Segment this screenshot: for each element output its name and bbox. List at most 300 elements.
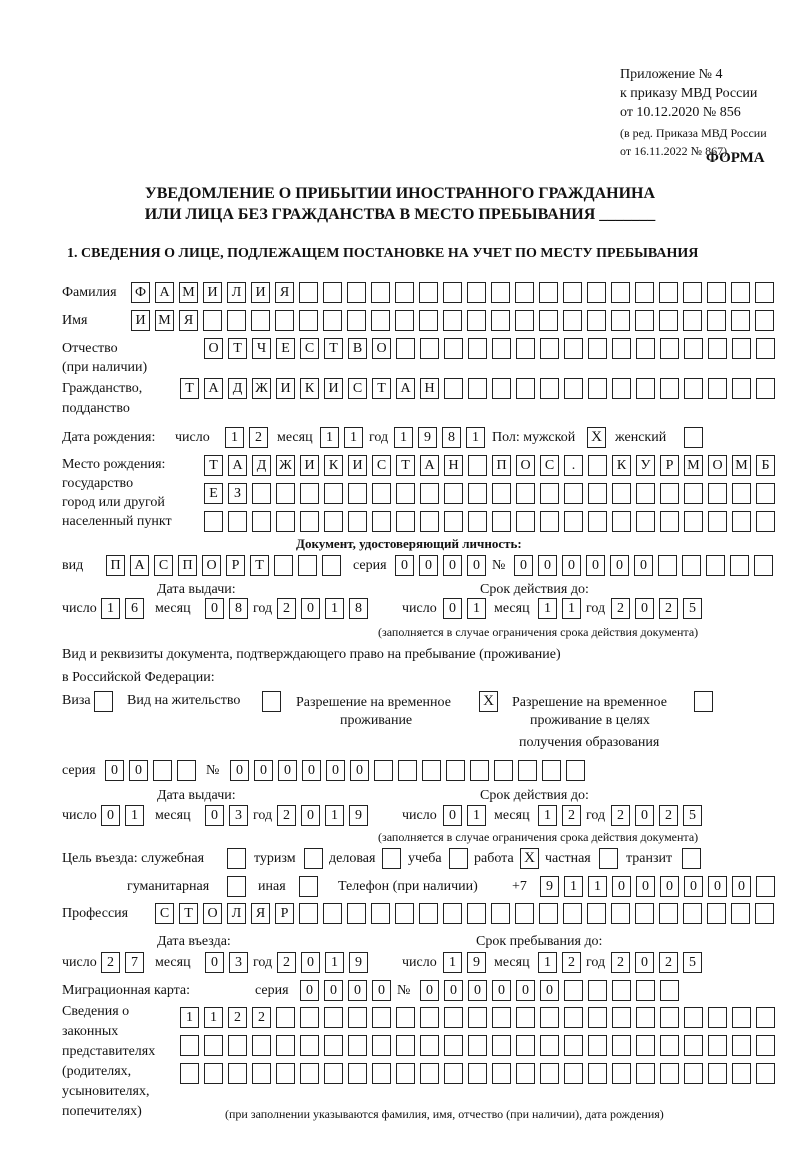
char-cell[interactable] [468,1063,487,1084]
char-cell[interactable]: 0 [348,980,367,1001]
char-cell[interactable]: 1 [466,427,485,448]
char-cell[interactable] [396,338,415,359]
char-cell[interactable] [324,1007,343,1028]
char-cell[interactable]: 2 [562,952,581,973]
char-cell[interactable] [612,338,631,359]
char-cell[interactable]: 1 [588,876,607,897]
char-cell[interactable] [516,511,535,532]
char-cell[interactable]: 2 [252,1007,271,1028]
char-cell[interactable]: Я [179,310,198,331]
char-cell[interactable] [539,282,558,303]
char-cell[interactable] [444,1063,463,1084]
char-cell[interactable] [636,483,655,504]
char-cell[interactable]: 2 [611,952,630,973]
char-cell[interactable] [467,282,486,303]
char-cell[interactable]: 2 [659,598,678,619]
char-cell[interactable]: 9 [418,427,437,448]
char-cell[interactable]: 0 [635,952,654,973]
char-cell[interactable]: Т [396,455,415,476]
char-cell[interactable] [396,1007,415,1028]
char-cell[interactable] [492,1007,511,1028]
char-cell[interactable] [588,1063,607,1084]
char-cell[interactable]: О [202,555,221,576]
char-cell[interactable] [252,511,271,532]
char-cell[interactable] [322,555,341,576]
char-cell[interactable] [324,1063,343,1084]
char-cell[interactable] [348,1007,367,1028]
char-cell[interactable] [708,1035,727,1056]
char-cell[interactable] [564,378,583,399]
char-cell[interactable]: Т [228,338,247,359]
char-cell[interactable]: А [396,378,415,399]
char-cell[interactable] [588,1007,607,1028]
char-cell[interactable] [420,1007,439,1028]
char-cell[interactable]: 1 [320,427,339,448]
char-cell[interactable] [659,903,678,924]
temp-residence-checkbox[interactable]: X [479,691,498,712]
char-cell[interactable]: 0 [420,980,439,1001]
char-cell[interactable] [299,282,318,303]
char-cell[interactable] [707,282,726,303]
char-cell[interactable] [276,483,295,504]
char-cell[interactable] [540,338,559,359]
char-cell[interactable] [658,555,677,576]
char-cell[interactable]: О [516,455,535,476]
char-cell[interactable] [298,555,317,576]
char-cell[interactable] [419,282,438,303]
char-cell[interactable] [204,511,223,532]
char-cell[interactable] [204,1035,223,1056]
char-cell[interactable]: С [154,555,173,576]
char-cell[interactable]: 1 [325,598,344,619]
purpose-business-checkbox[interactable] [382,848,401,869]
char-cell[interactable]: Ч [252,338,271,359]
char-cell[interactable]: 0 [635,598,654,619]
char-cell[interactable]: Т [250,555,269,576]
char-cell[interactable] [683,903,702,924]
char-cell[interactable] [300,483,319,504]
char-cell[interactable] [684,511,703,532]
char-cell[interactable]: 0 [562,555,581,576]
char-cell[interactable] [756,483,775,504]
char-cell[interactable] [566,760,585,781]
char-cell[interactable] [492,483,511,504]
purpose-private-checkbox[interactable] [599,848,618,869]
char-cell[interactable] [706,555,725,576]
char-cell[interactable]: К [300,378,319,399]
char-cell[interactable] [275,310,294,331]
char-cell[interactable] [348,1035,367,1056]
char-cell[interactable]: 9 [467,952,486,973]
char-cell[interactable]: 0 [230,760,249,781]
char-cell[interactable] [251,310,270,331]
char-cell[interactable] [587,310,606,331]
char-cell[interactable]: Р [226,555,245,576]
char-cell[interactable] [660,483,679,504]
temp-edu-checkbox[interactable] [694,691,713,712]
char-cell[interactable] [180,1063,199,1084]
char-cell[interactable] [611,282,630,303]
char-cell[interactable] [374,760,393,781]
char-cell[interactable] [444,511,463,532]
char-cell[interactable] [177,760,196,781]
char-cell[interactable] [754,555,773,576]
char-cell[interactable]: 0 [101,805,120,826]
char-cell[interactable]: В [348,338,367,359]
char-cell[interactable]: Т [180,378,199,399]
char-cell[interactable]: К [612,455,631,476]
char-cell[interactable] [518,760,537,781]
char-cell[interactable] [756,1035,775,1056]
char-cell[interactable]: 1 [125,805,144,826]
char-cell[interactable]: 0 [254,760,273,781]
char-cell[interactable]: 0 [732,876,751,897]
char-cell[interactable] [324,483,343,504]
char-cell[interactable] [468,483,487,504]
char-cell[interactable]: 0 [372,980,391,1001]
char-cell[interactable] [588,455,607,476]
char-cell[interactable] [564,1063,583,1084]
char-cell[interactable]: Б [756,455,775,476]
char-cell[interactable] [420,511,439,532]
char-cell[interactable]: 0 [540,980,559,1001]
char-cell[interactable] [372,1035,391,1056]
char-cell[interactable] [659,282,678,303]
char-cell[interactable] [443,903,462,924]
char-cell[interactable]: 1 [225,427,244,448]
char-cell[interactable] [588,378,607,399]
char-cell[interactable] [515,903,534,924]
char-cell[interactable] [684,1035,703,1056]
char-cell[interactable] [444,338,463,359]
char-cell[interactable] [612,483,631,504]
char-cell[interactable]: 0 [635,805,654,826]
char-cell[interactable] [300,1063,319,1084]
char-cell[interactable] [612,378,631,399]
char-cell[interactable]: 0 [301,952,320,973]
char-cell[interactable] [660,1035,679,1056]
char-cell[interactable] [683,310,702,331]
char-cell[interactable]: Д [228,378,247,399]
char-cell[interactable]: К [324,455,343,476]
char-cell[interactable] [612,1035,631,1056]
char-cell[interactable] [203,310,222,331]
char-cell[interactable] [443,282,462,303]
char-cell[interactable]: 0 [634,555,653,576]
char-cell[interactable]: О [372,338,391,359]
char-cell[interactable]: 1 [538,805,557,826]
char-cell[interactable]: 0 [395,555,414,576]
char-cell[interactable] [492,338,511,359]
purpose-tourism-checkbox[interactable] [304,848,323,869]
char-cell[interactable]: 8 [349,598,368,619]
char-cell[interactable] [446,760,465,781]
char-cell[interactable] [732,1035,751,1056]
char-cell[interactable] [276,1035,295,1056]
char-cell[interactable]: 2 [659,805,678,826]
char-cell[interactable] [395,282,414,303]
char-cell[interactable]: 0 [612,876,631,897]
char-cell[interactable] [227,310,246,331]
char-cell[interactable]: 0 [205,952,224,973]
char-cell[interactable]: 0 [610,555,629,576]
char-cell[interactable]: 8 [442,427,461,448]
char-cell[interactable]: И [131,310,150,331]
char-cell[interactable] [707,903,726,924]
char-cell[interactable] [732,378,751,399]
char-cell[interactable]: 8 [229,598,248,619]
char-cell[interactable]: 2 [659,952,678,973]
char-cell[interactable] [324,511,343,532]
char-cell[interactable]: О [203,903,222,924]
char-cell[interactable]: С [540,455,559,476]
char-cell[interactable]: 1 [443,952,462,973]
char-cell[interactable] [540,1063,559,1084]
char-cell[interactable] [398,760,417,781]
visa-checkbox[interactable] [94,691,113,712]
char-cell[interactable] [515,282,534,303]
char-cell[interactable]: А [420,455,439,476]
char-cell[interactable] [444,378,463,399]
char-cell[interactable] [732,1007,751,1028]
char-cell[interactable] [636,1035,655,1056]
char-cell[interactable]: 2 [562,805,581,826]
char-cell[interactable]: 2 [277,952,296,973]
char-cell[interactable]: 0 [443,555,462,576]
char-cell[interactable] [540,378,559,399]
char-cell[interactable] [563,282,582,303]
char-cell[interactable] [323,310,342,331]
char-cell[interactable] [443,310,462,331]
char-cell[interactable] [564,1035,583,1056]
char-cell[interactable] [635,903,654,924]
char-cell[interactable] [612,1063,631,1084]
char-cell[interactable]: 0 [278,760,297,781]
char-cell[interactable]: Л [227,282,246,303]
char-cell[interactable]: 0 [468,980,487,1001]
char-cell[interactable] [684,338,703,359]
char-cell[interactable]: А [204,378,223,399]
char-cell[interactable]: М [179,282,198,303]
char-cell[interactable] [516,483,535,504]
char-cell[interactable]: Р [660,455,679,476]
char-cell[interactable] [756,378,775,399]
char-cell[interactable] [492,378,511,399]
char-cell[interactable] [756,1063,775,1084]
char-cell[interactable] [300,1007,319,1028]
char-cell[interactable] [708,1063,727,1084]
char-cell[interactable]: 2 [611,598,630,619]
char-cell[interactable] [228,1035,247,1056]
char-cell[interactable] [564,980,583,1001]
sex-male-checkbox[interactable]: X [587,427,606,448]
char-cell[interactable] [419,310,438,331]
char-cell[interactable] [372,1007,391,1028]
char-cell[interactable]: 0 [586,555,605,576]
char-cell[interactable]: А [228,455,247,476]
char-cell[interactable] [563,903,582,924]
char-cell[interactable]: О [204,338,223,359]
char-cell[interactable] [468,338,487,359]
char-cell[interactable] [731,310,750,331]
char-cell[interactable]: Д [252,455,271,476]
char-cell[interactable] [468,378,487,399]
char-cell[interactable] [516,1063,535,1084]
char-cell[interactable]: 0 [350,760,369,781]
char-cell[interactable]: 0 [129,760,148,781]
char-cell[interactable] [444,1035,463,1056]
char-cell[interactable] [371,310,390,331]
char-cell[interactable] [732,1063,751,1084]
char-cell[interactable] [468,455,487,476]
char-cell[interactable] [732,511,751,532]
char-cell[interactable] [756,511,775,532]
char-cell[interactable]: 0 [205,805,224,826]
char-cell[interactable] [683,282,702,303]
char-cell[interactable] [659,310,678,331]
char-cell[interactable]: 0 [443,598,462,619]
char-cell[interactable] [540,1007,559,1028]
char-cell[interactable] [468,1035,487,1056]
char-cell[interactable]: И [300,455,319,476]
char-cell[interactable]: Е [204,483,223,504]
char-cell[interactable] [492,1035,511,1056]
purpose-transit-checkbox[interactable] [682,848,701,869]
sex-female-checkbox[interactable] [684,427,703,448]
char-cell[interactable]: Т [204,455,223,476]
char-cell[interactable]: С [372,455,391,476]
char-cell[interactable]: 0 [660,876,679,897]
char-cell[interactable]: У [636,455,655,476]
char-cell[interactable] [252,483,271,504]
char-cell[interactable] [635,282,654,303]
char-cell[interactable] [611,310,630,331]
char-cell[interactable]: 2 [611,805,630,826]
char-cell[interactable] [299,310,318,331]
char-cell[interactable] [732,483,751,504]
char-cell[interactable] [276,1007,295,1028]
char-cell[interactable] [755,903,774,924]
char-cell[interactable] [731,282,750,303]
char-cell[interactable]: 1 [467,598,486,619]
char-cell[interactable] [516,1035,535,1056]
char-cell[interactable] [347,903,366,924]
char-cell[interactable]: М [684,455,703,476]
char-cell[interactable]: 0 [538,555,557,576]
char-cell[interactable] [371,903,390,924]
char-cell[interactable] [396,1035,415,1056]
char-cell[interactable] [372,1063,391,1084]
char-cell[interactable] [636,980,655,1001]
char-cell[interactable]: 2 [277,598,296,619]
char-cell[interactable] [274,555,293,576]
char-cell[interactable] [323,903,342,924]
char-cell[interactable]: И [324,378,343,399]
char-cell[interactable]: 0 [708,876,727,897]
char-cell[interactable]: Я [275,282,294,303]
char-cell[interactable] [660,378,679,399]
char-cell[interactable]: 9 [349,805,368,826]
char-cell[interactable] [444,483,463,504]
char-cell[interactable] [636,511,655,532]
char-cell[interactable]: 1 [180,1007,199,1028]
char-cell[interactable]: Н [444,455,463,476]
char-cell[interactable] [347,282,366,303]
char-cell[interactable] [492,1063,511,1084]
char-cell[interactable] [636,378,655,399]
char-cell[interactable] [539,903,558,924]
char-cell[interactable] [588,338,607,359]
char-cell[interactable]: Я [251,903,270,924]
char-cell[interactable] [684,378,703,399]
char-cell[interactable]: 0 [516,980,535,1001]
char-cell[interactable] [684,1007,703,1028]
char-cell[interactable] [540,483,559,504]
char-cell[interactable]: С [300,338,319,359]
char-cell[interactable] [419,903,438,924]
char-cell[interactable] [228,1063,247,1084]
char-cell[interactable]: 1 [538,598,557,619]
char-cell[interactable] [515,310,534,331]
char-cell[interactable] [300,1035,319,1056]
char-cell[interactable] [611,903,630,924]
char-cell[interactable] [660,338,679,359]
residence-permit-checkbox[interactable] [262,691,281,712]
char-cell[interactable] [422,760,441,781]
char-cell[interactable] [588,1035,607,1056]
char-cell[interactable] [564,483,583,504]
char-cell[interactable] [564,338,583,359]
char-cell[interactable] [708,1007,727,1028]
char-cell[interactable] [563,310,582,331]
char-cell[interactable]: 0 [301,598,320,619]
char-cell[interactable] [420,338,439,359]
char-cell[interactable] [420,1063,439,1084]
char-cell[interactable]: 0 [301,805,320,826]
char-cell[interactable]: 0 [105,760,124,781]
char-cell[interactable]: З [228,483,247,504]
char-cell[interactable]: . [564,455,583,476]
char-cell[interactable] [348,511,367,532]
char-cell[interactable] [730,555,749,576]
char-cell[interactable]: М [732,455,751,476]
char-cell[interactable] [708,338,727,359]
char-cell[interactable]: Е [276,338,295,359]
char-cell[interactable] [588,980,607,1001]
char-cell[interactable]: М [155,310,174,331]
char-cell[interactable] [636,1063,655,1084]
char-cell[interactable]: 0 [300,980,319,1001]
char-cell[interactable]: А [130,555,149,576]
char-cell[interactable] [731,903,750,924]
char-cell[interactable]: Т [372,378,391,399]
char-cell[interactable] [348,1063,367,1084]
char-cell[interactable] [755,282,774,303]
char-cell[interactable]: Т [324,338,343,359]
char-cell[interactable]: 1 [325,952,344,973]
char-cell[interactable] [660,511,679,532]
char-cell[interactable]: 1 [101,598,120,619]
char-cell[interactable] [299,903,318,924]
char-cell[interactable]: 2 [277,805,296,826]
char-cell[interactable]: И [203,282,222,303]
char-cell[interactable]: П [492,455,511,476]
char-cell[interactable] [252,1063,271,1084]
char-cell[interactable]: Р [275,903,294,924]
char-cell[interactable]: А [155,282,174,303]
char-cell[interactable]: 2 [249,427,268,448]
char-cell[interactable] [682,555,701,576]
